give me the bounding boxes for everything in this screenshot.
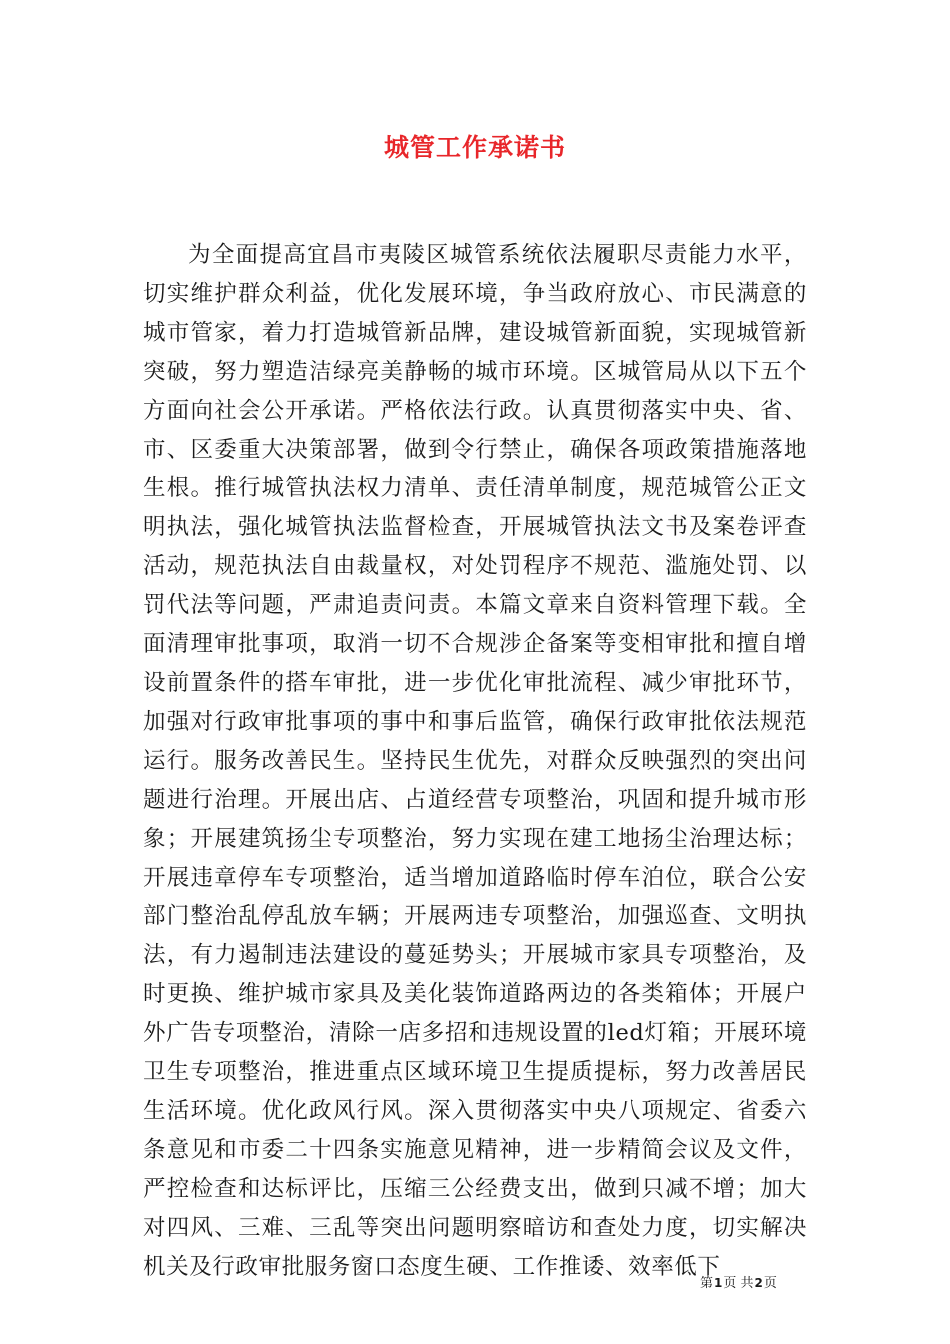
page-footer <box>700 1273 830 1294</box>
footer-prefix: 第 <box>700 1276 714 1291</box>
footer-suffix: 页 <box>763 1276 777 1291</box>
document-title: 城管工作承诺书 <box>383 133 566 162</box>
document-body: 为全面提高宜昌市夷陵区城管系统依法履职尽责能力水平，切实维护群众利益，优化发展环境，争当政府放心、市民满意的城市管家，着力打造城管新品牌，建设城管新面貌，实现城管新突破，努力塑造洁绿亮美静畅的城市环境。区城管局从以下五个方面向社会公开承诺。严格依法行政。认真贯彻落实中央、省、市、区委重大决策部署，做到令行禁止，确保各项政策措施落地生根。推行城管执法权力清单、责任清单制度，规范城管公正文明执法，强化城管执法监督检查，开展城管执法文书及案卷评查活动，规范执法自由裁量权，对处罚程序不规范、滥施处罚、以罚代法等问题，严肃追责问责。本篇文章来自资料管理下载。全面清理审批事项，取消一切不合规涉企备案等变相审批和擅自增设前置条件的搭车审批，进一步优化审批流程、减少审批环节，加强对行政审批事项的事中和事后监管，确保行政审批依法规范运行。服务改善民生。坚持民生优先，对群众反映强烈的突出问题进行治理。开展出店、占道经营专项整治，巩固和提升城市形象；开展建筑扬尘专项整治，努力实现在建工地扬尘治理达标；开展违章停车专项整治，适当增加道路临时停车泊位，联合公安部门整治乱停乱放车辆；开展两违专项整治，加强巡查、文明执法，有力遏制违法建设的蔓延势头；开展城市家具专项整治，及时更换、维护城市家具及美化装饰道路两边的各类箱体；开展户外广告专项整治，清除一店多招和违规设置的led灯箱；开展环境卫生专项整治，推进重点区域环境卫生提质提标，努力改善居民生活环境。优化政风行风。深入贯彻落实中央八项规定、省委六条意见和市委二十四条实施意见精神，进一步精简会议及文件，严控检查和达标评比，压缩三公经费支出，做到只减不增；加大对四风、三难、三乱等突出问题明察暗访和查处力度，切实解决机关及行政审批服务窗口态度生硬、工作推诿、效率低下 <box>143 242 807 1280</box>
footer-middle: 页 共 <box>723 1276 754 1291</box>
current-page-number: 1 <box>714 1276 723 1290</box>
total-pages-number: 2 <box>754 1276 763 1290</box>
